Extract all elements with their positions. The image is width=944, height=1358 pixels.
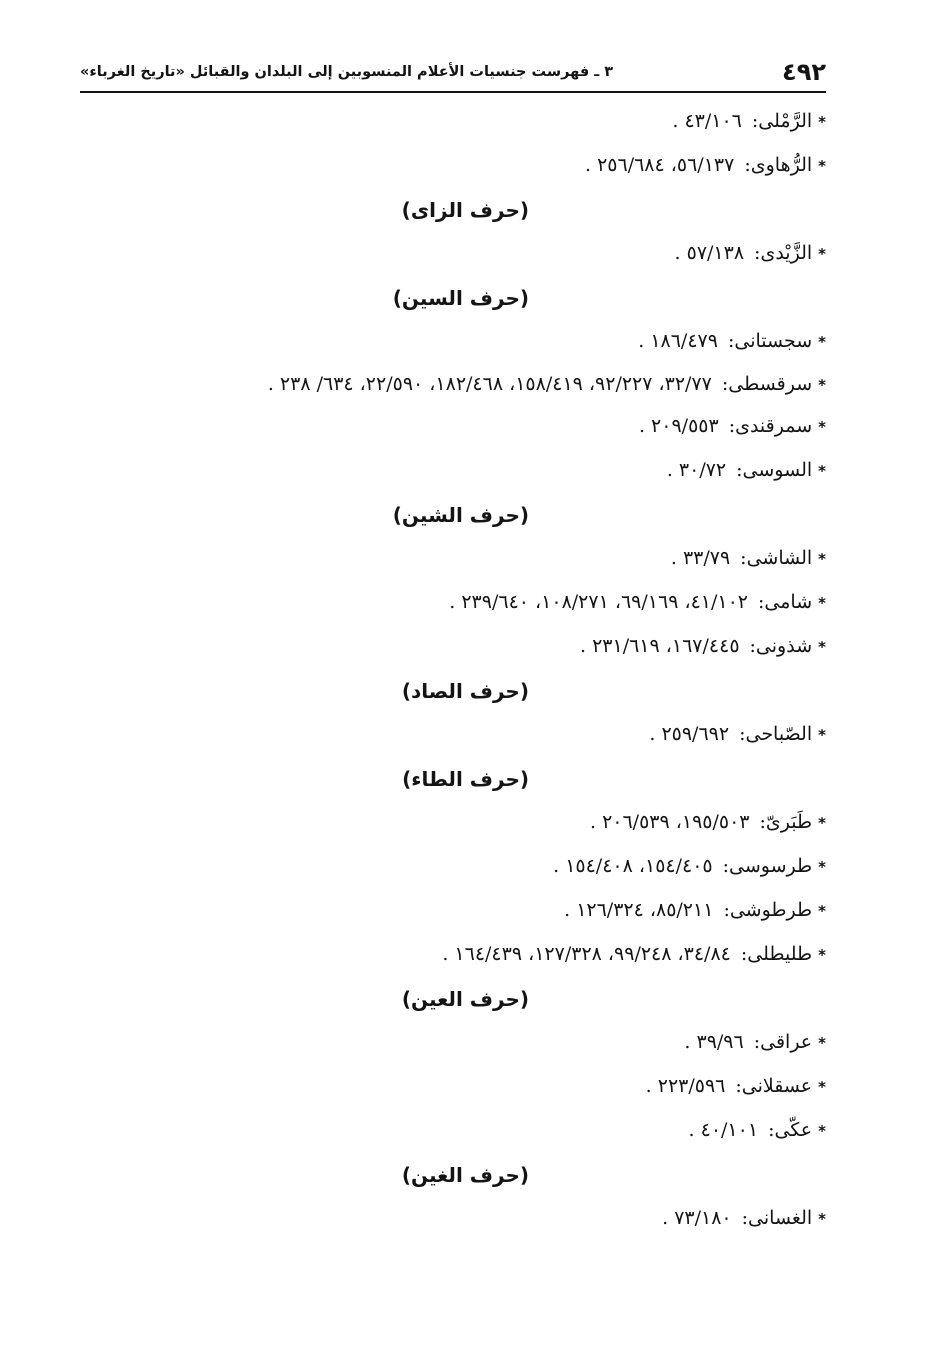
entry-references: ٧٣/١٨٠ . <box>662 1207 732 1229</box>
entry-term: الغسانى: <box>741 1207 813 1229</box>
entry-term: السوسى: <box>736 459 813 481</box>
index-entry <box>80 364 826 405</box>
asterisk-bullet: * <box>818 376 826 394</box>
entry-references: ١٦٧/٤٤٥، ٢٣١/٦١٩ . <box>579 635 740 657</box>
entry-references: ١٩٥/٥٠٣، ٢٠٦/٥٣٩ . <box>589 811 750 833</box>
entry-term: الرَّمْلى: <box>751 110 813 132</box>
asterisk-bullet: * <box>818 858 826 876</box>
asterisk-bullet: * <box>818 726 826 744</box>
entry-term: عسقلانى: <box>735 1075 813 1097</box>
index-entry <box>80 625 826 669</box>
index-entry <box>80 713 826 757</box>
entry-term: طليطلى: <box>740 943 813 965</box>
entry-term: سرقسطى: <box>721 373 813 395</box>
entry-references: ٤١/١٠٢، ٦٩/١٦٩، ١٠٨/٢٧١، ٢٣٩/٦٤٠ . <box>449 591 749 613</box>
entry-references: ٢٢٣/٥٩٦ . <box>645 1075 726 1097</box>
entry-term: عكّى: <box>768 1119 813 1141</box>
entry-term: طرسوسى: <box>722 855 813 877</box>
asterisk-bullet: * <box>818 157 826 175</box>
page-number: ٤٩٢ <box>782 58 826 86</box>
entry-references: ٣٣/٧٩ . <box>670 547 731 569</box>
asterisk-bullet: * <box>818 1122 826 1140</box>
entry-references: ٢٥٩/٦٩٢ . <box>649 723 730 745</box>
index-entry <box>80 320 826 364</box>
asterisk-bullet: * <box>818 1078 826 1096</box>
index-entry <box>80 801 826 845</box>
asterisk-bullet: * <box>818 594 826 612</box>
letter-section-heading: (حرف الصاد) <box>401 679 529 703</box>
index-list <box>80 100 826 1241</box>
asterisk-bullet: * <box>818 462 826 480</box>
letter-section-heading: (حرف الغين) <box>401 1163 529 1187</box>
entry-term: عراقى: <box>753 1031 813 1053</box>
letter-section-heading: (حرف السين) <box>392 286 529 310</box>
entry-references: ٣٢/٧٧، ٩٢/٢٢٧، ١٥٨/٤١٩، ١٨٢/٤٦٨، ٢٢/٥٩٠، ٦٣٤/ ٢٣٨ . <box>267 373 712 395</box>
index-entry <box>80 889 826 933</box>
entry-references: ٤٠/١٠١ . <box>688 1119 759 1141</box>
index-entry <box>80 1021 826 1065</box>
index-entry <box>80 144 826 188</box>
letter-section-heading: (حرف العين) <box>401 987 529 1011</box>
index-entry <box>80 1065 826 1109</box>
index-entry <box>80 449 826 493</box>
index-entry <box>80 933 826 977</box>
asterisk-bullet: * <box>818 638 826 656</box>
index-entry <box>80 581 826 625</box>
entry-term: طَبَرىّ: <box>759 811 813 833</box>
entry-term: الشاشى: <box>740 547 813 569</box>
asterisk-bullet: * <box>818 418 826 436</box>
asterisk-bullet: * <box>818 1210 826 1228</box>
letter-section-heading: (حرف الشين) <box>392 503 529 527</box>
asterisk-bullet: * <box>818 814 826 832</box>
index-entry <box>80 845 826 889</box>
entry-term: طرطوشى: <box>723 899 813 921</box>
index-entry <box>80 100 826 144</box>
entry-term: سمرقندى: <box>728 415 813 437</box>
entry-term: الزَّيْدى: <box>754 242 813 264</box>
entry-references: ٣٤/٨٤، ٩٩/٢٤٨، ١٢٧/٣٢٨، ١٦٤/٤٣٩ . <box>442 943 731 965</box>
entry-term: الصّباحى: <box>739 723 813 745</box>
asterisk-bullet: * <box>818 333 826 351</box>
header-divider <box>80 91 826 93</box>
entry-references: ٥٦/١٣٧، ٢٥٦/٦٨٤ . <box>584 154 735 176</box>
index-entry <box>80 1197 826 1241</box>
index-entry <box>80 1109 826 1153</box>
entry-term: شذونى: <box>749 635 813 657</box>
index-entry <box>80 232 826 276</box>
entry-references: ١٥٤/٤٠٥، ١٥٤/٤٠٨ . <box>553 855 713 877</box>
index-entry <box>80 405 826 449</box>
running-title: ٣ ـ فهرست جنسيات الأعلام المنسوبين إلى البلدان والقبائل «تاريخ الغرباء» <box>80 64 614 80</box>
asterisk-bullet: * <box>818 902 826 920</box>
letter-section-heading: (حرف الزاى) <box>401 198 529 222</box>
asterisk-bullet: * <box>818 946 826 964</box>
index-entry <box>80 537 826 581</box>
asterisk-bullet: * <box>818 550 826 568</box>
asterisk-bullet: * <box>818 245 826 263</box>
entry-references: ٣٠/٧٢ . <box>666 459 727 481</box>
entry-term: سجستانى: <box>727 330 813 352</box>
letter-section-heading: (حرف الطاء) <box>402 767 529 791</box>
asterisk-bullet: * <box>818 113 826 131</box>
entry-term: الرُّهاوى: <box>744 154 813 176</box>
entry-references: ٤٣/١٠٦ . <box>672 110 742 132</box>
page-header <box>80 52 826 92</box>
asterisk-bullet: * <box>818 1034 826 1052</box>
entry-references: ٣٩/٩٦ . <box>684 1031 744 1053</box>
entry-references: ١٨٦/٤٧٩ . <box>638 330 718 352</box>
entry-references: ٥٧/١٣٨ . <box>674 242 745 264</box>
entry-term: شامى: <box>758 591 813 613</box>
entry-references: ٨٥/٢١١، ١٢٦/٣٢٤ . <box>564 899 714 921</box>
entry-references: ٢٠٩/٥٥٣ . <box>638 415 719 437</box>
